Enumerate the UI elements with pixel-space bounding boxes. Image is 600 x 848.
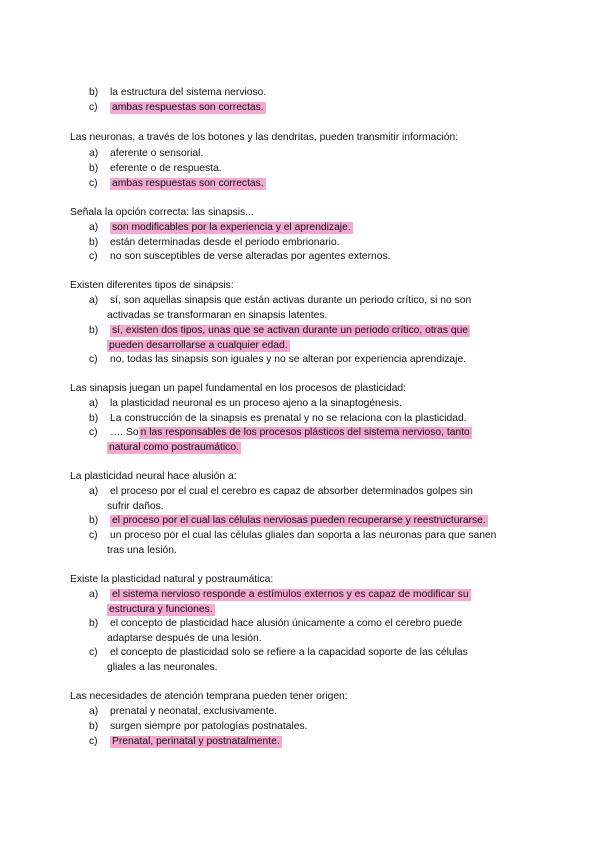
question-text: La plasticidad neural hace alusión a: bbox=[70, 471, 237, 482]
option-text bbox=[110, 588, 471, 602]
option-letter: b) bbox=[89, 413, 99, 424]
option-text: surgen siempre por patologías postnatales. bbox=[110, 721, 308, 732]
answer-highlight: ambas respuestas son correctas. bbox=[112, 178, 264, 189]
option-text-plain: …. So bbox=[110, 427, 139, 438]
question-text: Las necesidades de atención temprana pueden tener origen: bbox=[70, 691, 348, 702]
option-text bbox=[110, 101, 266, 115]
option-text-continued: activadas se transformaran en sinapsis latentes. bbox=[107, 310, 328, 321]
option-letter: c) bbox=[89, 647, 98, 658]
option-text: un proceso por el cual las células gliales dan soporta a las neuronas para que sanen bbox=[110, 530, 497, 541]
option-text: la plasticidad neuronal es un proceso ajeno a la sinaptogénesis. bbox=[110, 398, 402, 409]
option-letter: c) bbox=[89, 354, 98, 365]
option-letter: a) bbox=[89, 706, 99, 717]
option-text bbox=[110, 221, 353, 235]
option-letter: b) bbox=[89, 325, 99, 336]
option-letter: b) bbox=[89, 721, 99, 732]
option-text-continued: sufrir daños. bbox=[107, 501, 164, 512]
question-text: Señala la opción correcta: las sinapsis... bbox=[70, 207, 254, 218]
option-letter: a) bbox=[89, 222, 99, 233]
option-text: el concepto de plasticidad hace alusión únicamente a como el cerebro puede bbox=[110, 618, 463, 629]
question-text: Existe la plasticidad natural y postraumática: bbox=[70, 574, 274, 585]
option-text bbox=[110, 426, 472, 440]
option-letter: b) bbox=[89, 87, 99, 98]
answer-highlight: n las responsables de los procesos plásticos del sistema nervioso, tanto bbox=[140, 427, 470, 438]
option-text: no, todas las sinapsis son iguales y no se alteran por experiencia aprendizaje. bbox=[110, 354, 467, 365]
option-text: no son susceptibles de verse alteradas por agentes externos. bbox=[110, 251, 391, 262]
option-letter: b) bbox=[89, 515, 99, 526]
option-text-continued: tras una lesión. bbox=[107, 545, 177, 556]
option-letter: c) bbox=[89, 530, 98, 541]
option-text-continued bbox=[107, 339, 290, 353]
option-text bbox=[110, 735, 282, 749]
option-letter: a) bbox=[89, 295, 99, 306]
option-letter: b) bbox=[89, 618, 99, 629]
answer-highlight: sí, existen dos tipos, unas que se activan durante un periodo crítico, otras que bbox=[112, 325, 469, 336]
option-text-continued bbox=[107, 603, 215, 617]
option-text: el concepto de plasticidad solo se refiere a la capacidad soporte de las células bbox=[110, 647, 468, 658]
option-text: el proceso por el cual el cerebro es capaz de absorber determinados golpes sin bbox=[110, 486, 473, 497]
answer-highlight: natural como postraumático. bbox=[109, 442, 239, 453]
option-letter: c) bbox=[89, 427, 98, 438]
option-letter: a) bbox=[89, 398, 99, 409]
option-letter: c) bbox=[89, 178, 98, 189]
option-text: la estructura del sistema nervioso. bbox=[110, 87, 267, 98]
question-text: Las neuronas, a través de los botones y las dendritas, pueden transmitir información: bbox=[70, 132, 459, 143]
option-text-continued: adaptarse después de una lesión. bbox=[107, 633, 262, 644]
option-text-continued bbox=[107, 441, 241, 455]
option-text: La construcción de la sinapsis es prenatal y no se relaciona con la plasticidad. bbox=[110, 413, 467, 424]
option-letter: a) bbox=[89, 148, 99, 159]
answer-highlight: pueden desarrollarse a cualquier edad. bbox=[109, 340, 288, 351]
answer-highlight: Prenatal, perinatal y postnatalmente. bbox=[112, 736, 280, 747]
answer-highlight: estructura y funciones. bbox=[109, 604, 213, 615]
option-text: eferente o de respuesta. bbox=[110, 163, 222, 174]
option-text: están determinadas desde el periodo embrionario. bbox=[110, 237, 340, 248]
option-text: prenatal y neonatal, exclusivamente. bbox=[110, 706, 278, 717]
option-letter: c) bbox=[89, 251, 98, 262]
option-letter: c) bbox=[89, 102, 98, 113]
answer-highlight: ambas respuestas son correctas. bbox=[112, 102, 264, 113]
option-text: sí, son aquellas sinapsis que están activas durante un periodo crítico, si no son bbox=[110, 295, 472, 306]
option-text bbox=[110, 177, 266, 191]
option-text bbox=[110, 324, 470, 338]
answer-highlight: el proceso por el cual las células nerviosas pueden recuperarse y reestructurarse. bbox=[112, 515, 486, 526]
answer-highlight: son modificables por la experiencia y el aprendizaje. bbox=[112, 222, 351, 233]
option-letter: b) bbox=[89, 237, 99, 248]
question-text: Las sinapsis juegan un papel fundamental en los procesos de plasticidad: bbox=[70, 383, 407, 394]
answer-highlight: el sistema nervioso responde a estímulos externos y es capaz de modificar su bbox=[112, 589, 469, 600]
option-letter: c) bbox=[89, 736, 98, 747]
option-letter: a) bbox=[89, 486, 99, 497]
option-letter: b) bbox=[89, 163, 99, 174]
option-text-continued: gliales a las neuronales. bbox=[107, 662, 218, 673]
question-text: Existen diferentes tipos de sinapsis: bbox=[70, 280, 234, 291]
option-text bbox=[110, 514, 488, 528]
option-text: aferente o sensorial. bbox=[110, 148, 204, 159]
option-letter: a) bbox=[89, 589, 99, 600]
